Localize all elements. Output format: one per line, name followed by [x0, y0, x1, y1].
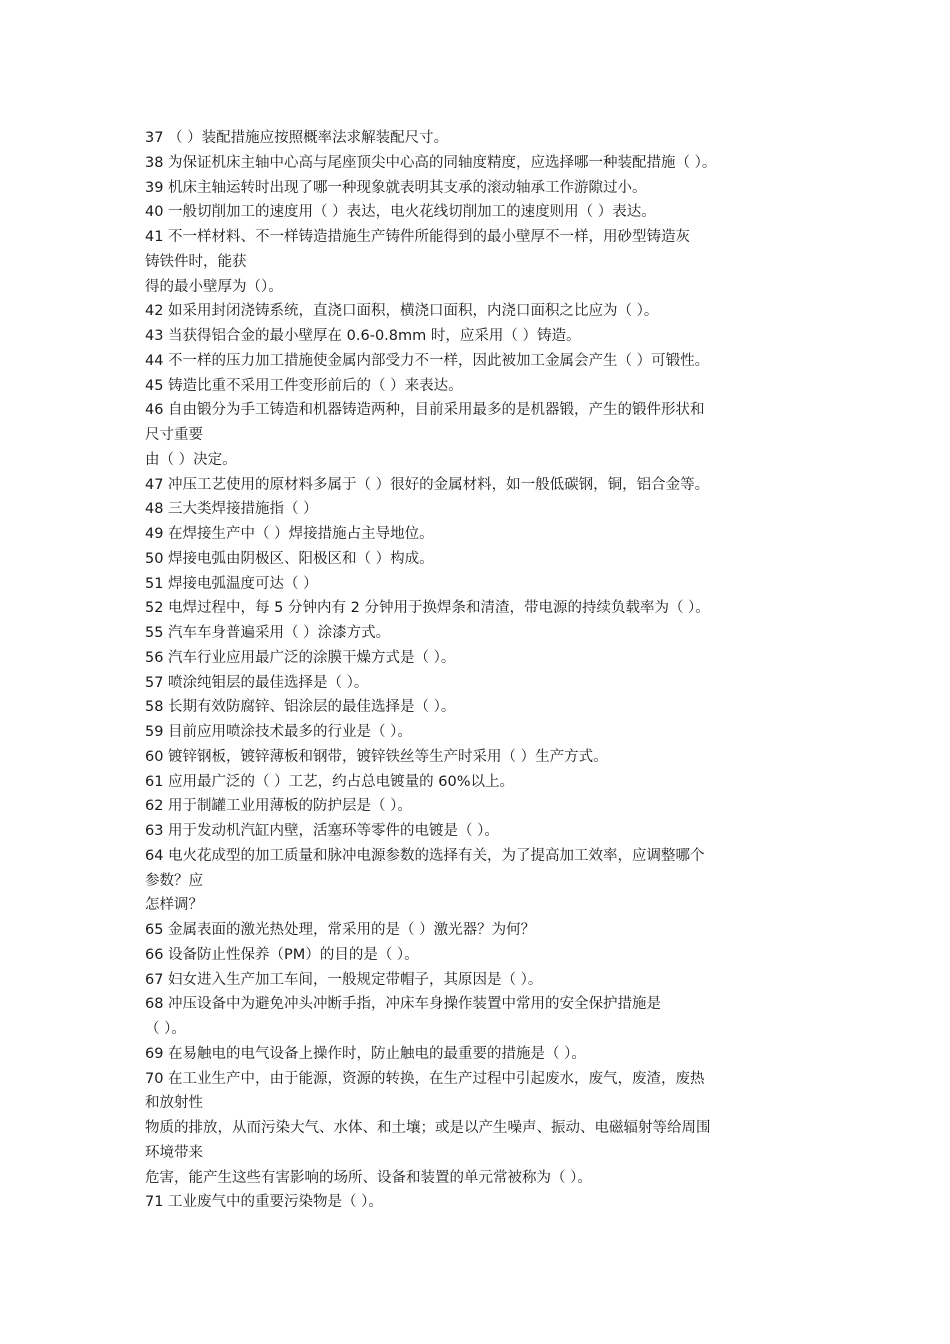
- text-line: 67 妇女进入生产加工车间，一般规定带帽子，其原因是（ ）。: [145, 971, 543, 988]
- text-line: 52 电焊过程中，每 5 分钟内有 2 分钟用于换焊条和清渣，带电源的持续负载率为（ ）。: [145, 600, 710, 617]
- text-line: 38 为保证机床主轴中心高与尾座顶尖中心高的同轴度精度，应选择哪一种装配措施（ ）。: [145, 154, 717, 171]
- text-line: 43 当获得铝合金的最小壁厚在 0.6-0.8mm 时，应采用（ ）铸造。: [145, 328, 581, 344]
- text-line: 得的最小壁厚为（）。: [145, 278, 283, 295]
- text-line: 危害，能产生这些有害影响的场所、设备和装置的单元常被称为（ ）。: [145, 1169, 592, 1186]
- text-line: 51 焊接电弧温度可达（ ）: [145, 575, 318, 592]
- text-line: 参数？应: [145, 872, 203, 889]
- text-line: 40 一般切削加工的速度用（ ）表达，电火花线切削加工的速度则用（ ）表达。: [145, 204, 656, 221]
- text-line: 和放射性: [145, 1095, 203, 1112]
- text-line: 47 冲压工艺使用的原材料多属于（ ）很好的金属材料，如一般低碳钢，铜，铝合金等。: [145, 476, 710, 493]
- text-line: 69 在易触电的电气设备上操作时，防止触电的最重要的措施是（ ）。: [145, 1045, 586, 1062]
- text-line: 68 冲压设备中为避免冲头冲断手指，冲床车身操作装置中常用的安全保护措施是: [145, 996, 662, 1013]
- text-line: 50 焊接电弧由阴极区、阳极区和（ ）构成。: [145, 550, 434, 567]
- text-line: 60 镀锌钢板，镀锌薄板和钢带，镀锌铁丝等生产时采用（ ）生产方式。: [145, 748, 608, 765]
- text-line: 56 汽车行业应用最广泛的涂膜干燥方式是（ ）。: [145, 649, 456, 666]
- text-line: 41 不一样材料、不一样铸造措施生产铸件所能得到的最小壁厚不一样，用砂型铸造灰: [145, 229, 691, 245]
- text-line: 55 汽车车身普遍采用（ ）涂漆方式。: [145, 625, 391, 641]
- text-line: 怎样调？: [145, 897, 203, 914]
- text-line: 由（ ）决定。: [145, 451, 237, 468]
- text-line: 37 （ ）装配措施应按照概率法求解装配尺寸。: [145, 130, 449, 146]
- question-list: [145, 126, 845, 1215]
- text-line: 64 电火花成型的加工质量和脉冲电源参数的选择有关，为了提高加工效率，应调整哪个: [145, 847, 705, 864]
- text-line: 65 金属表面的激光热处理，常采用的是（ ）激光器？为何？: [145, 922, 536, 938]
- text-line: 62 用于制罐工业用薄板的防护层是（ ）。: [145, 798, 412, 815]
- text-line: 70 在工业生产中，由于能源，资源的转换，在生产过程中引起废水，废气，废渣，废热: [145, 1070, 705, 1087]
- text-line: 49 在焊接生产中（ ）焊接措施占主导地位。: [145, 526, 434, 542]
- text-line: 环境带来: [145, 1144, 203, 1161]
- text-line: 物质的排放，从而污染大气、水体、和土壤；或是以产生噪声、振动、电磁辐射等给周围: [145, 1120, 711, 1136]
- text-line: 58 长期有效防腐锌、铝涂层的最佳选择是（ ）。: [145, 699, 456, 716]
- text-line: 61 应用最广泛的（ ）工艺，约占总电镀量的 60%以上。: [145, 773, 515, 790]
- text-line: 42 如采用封闭浇铸系统，直浇口面积，横浇口面积，内浇口面积之比应为（ ）。: [145, 303, 659, 320]
- text-line: 59 目前应用喷涂技术最多的行业是（ ）。: [145, 724, 412, 740]
- text-line: 44 不一样的压力加工措施使金属内部受力不一样，因此被加工金属会产生（ ）可锻性。: [145, 352, 710, 369]
- text-line: 46 自由锻分为手工铸造和机器铸造两种，目前采用最多的是机器锻，产生的锻件形状和: [145, 402, 705, 419]
- text-line: 尺寸重要: [145, 427, 203, 443]
- text-line: 45 铸造比重不采用工件变形前后的（ ）来表达。: [145, 377, 463, 394]
- text-line: 71 工业废气中的重要污染物是（ ）。: [145, 1194, 383, 1211]
- text-line: 57 喷涂纯钼层的最佳选择是（ ）。: [145, 674, 369, 691]
- text-line: （ ）。: [145, 1021, 186, 1037]
- text-line: 39 机床主轴运转时出现了哪一种现象就表明其支承的滚动轴承工作游隙过小。: [145, 179, 647, 196]
- text-line: 63 用于发动机汽缸内壁，活塞环等零件的电镀是（ ）。: [145, 823, 499, 839]
- text-line: 66 设备防止性保养（PM）的目的是（ ）。: [145, 946, 419, 963]
- text-line: 铸铁件时，能获: [145, 253, 247, 270]
- text-line: 48 三大类焊接措施指（ ）: [145, 501, 318, 518]
